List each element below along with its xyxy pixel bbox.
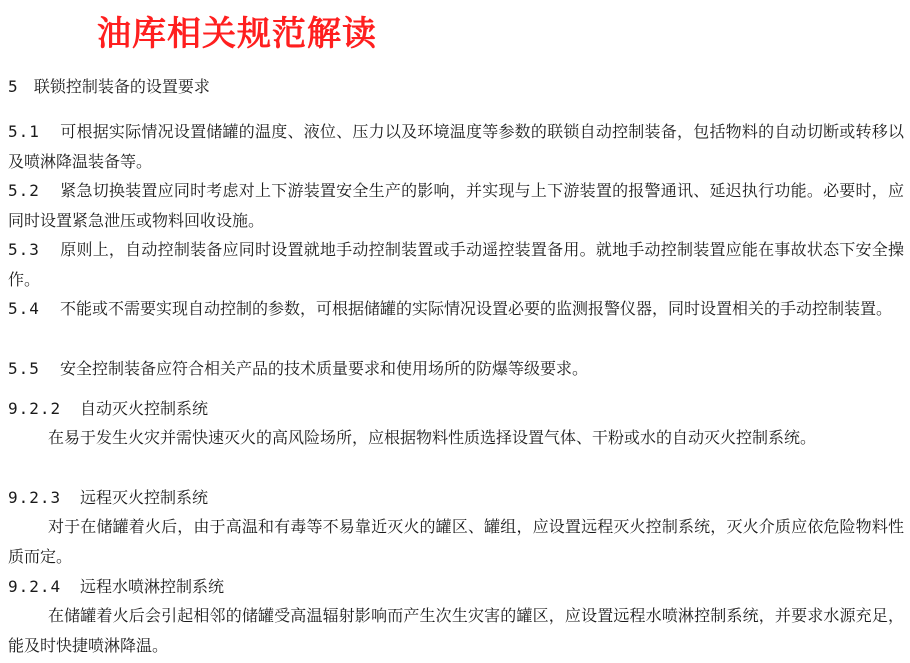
clause-number: 5.1 — [8, 122, 40, 141]
subsection-title: 远程灭火控制系统 — [80, 488, 209, 507]
subsection-text-9-2-3: 对于在储罐着火后，由于高温和有毒等不易靠近灭火的罐区、罐组，应设置远程灭火控制系统，灭火介质应依危险物料性质而定。 — [8, 517, 904, 566]
subsection-text-9-2-4: 在储罐着火后会引起相邻的储罐受高温辐射影响而产生次生灾害的罐区，应设置远程水喷淋控制系统，并要求水源充足，能及时快捷喷淋降温。 — [8, 606, 904, 655]
section-number: 5 — [8, 77, 19, 96]
section-heading — [8, 74, 210, 100]
subsection-text-9-2-2: 在易于发生火灾并需快速灭火的高风险场所，应根据物料性质选择设置气体、干粉或水的自动灭火控制系统。 — [48, 428, 817, 447]
subsection-heading-9-2-3 — [8, 485, 208, 511]
clause-text: 可根据实际情况设置储罐的温度、液位、压力以及环境温度等参数的联锁自动控制装备，包括物料的自动切断或转移以及喷淋降温装备等。 — [8, 122, 904, 171]
subsection-title: 远程水喷淋控制系统 — [80, 577, 225, 596]
clause-text: 原则上，自动控制装备应同时设置就地手动控制装置或手动遥控装置备用。就地手动控制装置应能在事故状态下安全操作。 — [8, 240, 904, 289]
clause-text: 紧急切换装置应同时考虑对上下游装置安全生产的影响，并实现与上下游装置的报警通讯、延迟执行功能。必要时，应同时设置紧急泄压或物料回收设施。 — [8, 181, 904, 230]
subsection-number: 9.2.2 — [8, 399, 62, 418]
subsection-title: 自动灭火控制系统 — [80, 399, 209, 418]
clause-5-1 — [8, 117, 904, 176]
clause-5-3 — [8, 235, 904, 294]
subsection-number: 9.2.4 — [8, 577, 62, 596]
clause-text: 安全控制装备应符合相关产品的技术质量要求和使用场所的防爆等级要求。 — [60, 359, 589, 378]
clause-text: 不能或不需要实现自动控制的参数，可根据储罐的实际情况设置必要的监测报警仪器，同时设置相关的手动控制装置。 — [60, 299, 893, 318]
clause-number: 5.4 — [8, 299, 40, 318]
clause-number: 5.3 — [8, 240, 40, 259]
clause-5-2 — [8, 176, 904, 235]
clause-number: 5.2 — [8, 181, 40, 200]
subsection-number: 9.2.3 — [8, 488, 62, 507]
page-title: 油库相关规范解读 — [97, 14, 377, 54]
subsection-heading-9-2-2 — [8, 396, 208, 422]
subsection-heading-9-2-4 — [8, 574, 224, 600]
clause-5-5 — [8, 354, 904, 384]
clause-number: 5.5 — [8, 359, 40, 378]
section-title: 联锁控制装备的设置要求 — [33, 77, 210, 96]
clause-5-4 — [8, 294, 904, 324]
